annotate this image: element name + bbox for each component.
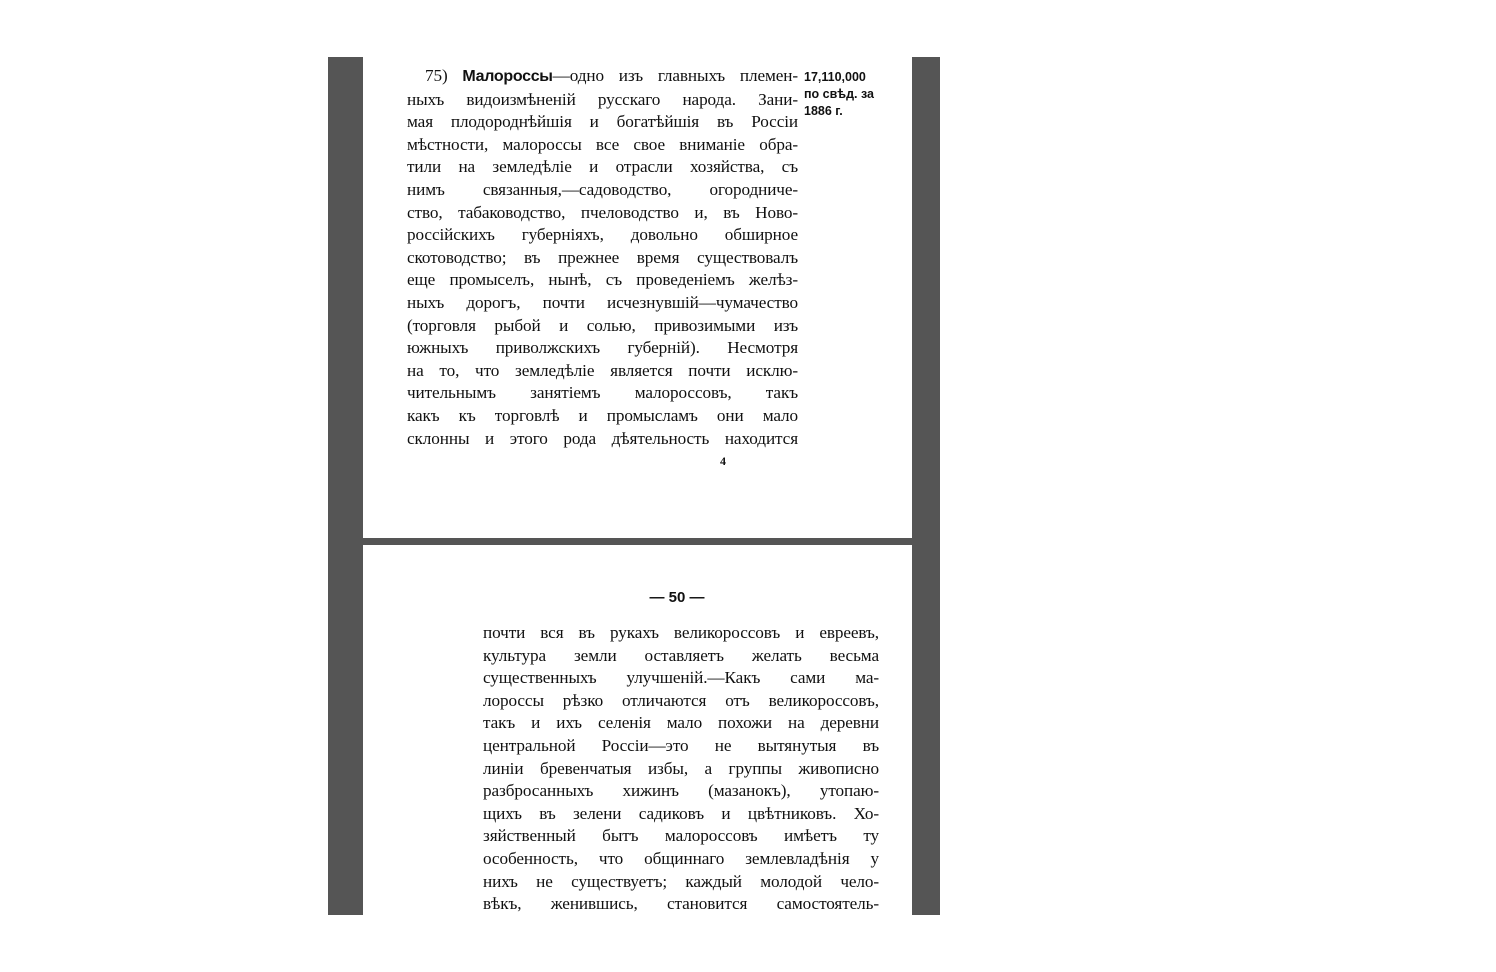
- margin-note: [804, 69, 884, 120]
- text-line: мѣстности, малороссы все свое вниманіе обра-: [407, 134, 798, 154]
- text-line: (торговля рыбой и солью, привозимыми изъ: [407, 315, 798, 335]
- text-line: тили на земледѣліе и отрасли хозяйства, съ: [407, 157, 798, 177]
- text-line: нихъ не существуетъ; каждый молодой чело-: [483, 871, 879, 891]
- text-line: щихъ въ зелени садиковъ и цвѣтниковъ. Хо-: [483, 803, 879, 823]
- text-line: вѣкъ, женившись, становится самостоятель-: [483, 894, 879, 914]
- text-line: скотоводство; въ прежнее время существовалъ: [407, 247, 798, 267]
- text-line: ство, табаководство, пчеловодство и, въ Ново-: [407, 202, 798, 222]
- margin-note-line: 17,110,000: [804, 70, 866, 84]
- text-line: чительнымъ занятіемъ малороссовъ, такъ: [407, 383, 798, 403]
- text-line: центральной Россіи—это не вытянутыя въ: [483, 735, 879, 755]
- text-line: особенность, что общиннаго землевладѣнія у: [483, 848, 879, 868]
- text-line: какъ къ торговлѣ и промысламъ они мало: [407, 405, 798, 425]
- text-line: существенныхъ улучшеній.—Какъ сами ма-: [483, 668, 879, 688]
- page-49: [363, 57, 912, 538]
- text-line: россійскихъ губерніяхъ, довольно обширное: [407, 225, 798, 245]
- page-50: [363, 545, 912, 915]
- text-line: склонны и этого рода дѣятельность находится: [407, 428, 798, 448]
- signature-mark: 4: [720, 454, 726, 468]
- text-line: разбросанныхъ хижинъ (мазанокъ), утопаю-: [483, 781, 879, 801]
- text-line: зяйственный бытъ малороссовъ имѣетъ ту: [483, 826, 879, 846]
- margin-note-line: по свѣд. за: [804, 87, 874, 101]
- text-line: 75) Малороссы—одно изъ главныхъ племен-: [425, 66, 798, 85]
- text-line: ныхъ дорогъ, почти исчезнувшій—чумачество: [407, 292, 798, 312]
- text-line: такъ и ихъ селенія мало похожи на деревни: [483, 713, 879, 733]
- text-line: нимъ связанныя,—садоводство, огородниче-: [407, 179, 798, 199]
- document-viewer[interactable]: [328, 57, 940, 915]
- page-number: — 50 —: [649, 589, 705, 606]
- entry-term: Малороссы: [462, 68, 553, 85]
- page-49-body: [407, 65, 798, 450]
- text-line: мая плодороднѣйшія и богатѣйшія въ Россіи: [407, 112, 798, 132]
- text-line: почти вся въ рукахъ великороссовъ и евреевъ,: [483, 623, 879, 642]
- text-line: на то, что земледѣліе является почти исклю-: [407, 360, 798, 380]
- margin-note-line: 1886 г.: [804, 104, 843, 118]
- text-line: ныхъ видоизмѣненій русскаго народа. Зани-: [407, 89, 798, 109]
- text-line: линіи бревенчатыя избы, а группы живописно: [483, 758, 879, 778]
- page-50-body: [483, 622, 879, 915]
- text-line: еще промыселъ, нынѣ, съ проведеніемъ желѣз-: [407, 270, 798, 290]
- text-line: культура земли оставляетъ желать весьма: [483, 645, 879, 665]
- text-line: лороссы рѣзко отличаются отъ великороссовъ,: [483, 690, 879, 710]
- text-line: южныхъ приволжскихъ губерній). Несмотря: [407, 338, 798, 358]
